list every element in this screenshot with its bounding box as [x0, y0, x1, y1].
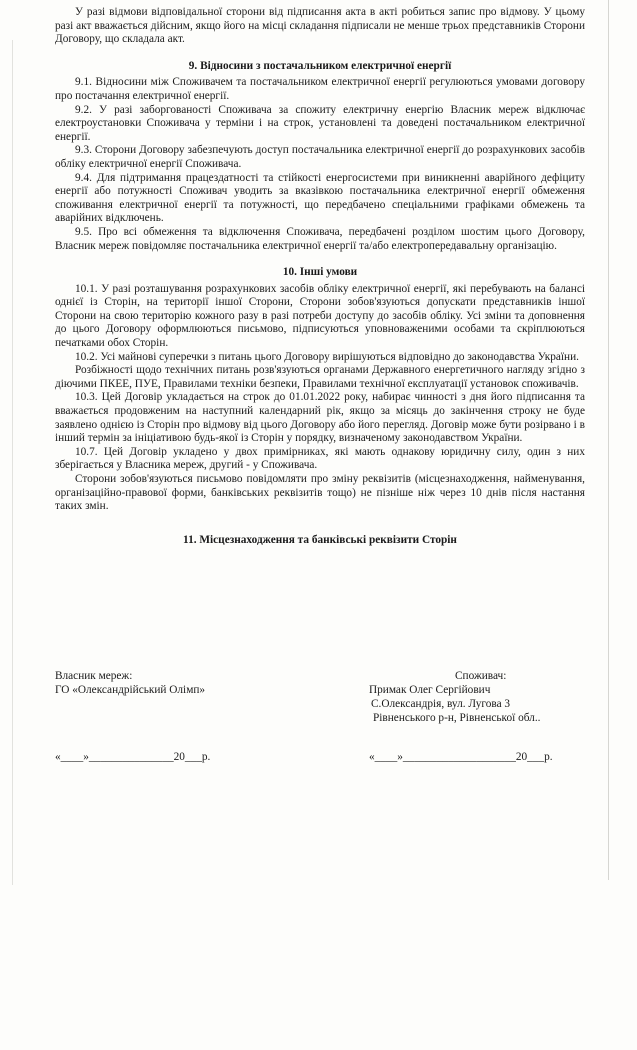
owner-block	[55, 669, 205, 697]
clause-10-1: 10.1. У разі розташування розрахункових засобів обліку електричної енергії, які перебувають на балансі однієї із Сторін, на території іншої Сторони, Сторони зобов'язуються допускати представників іншої Сторони на свою територію кожного разу в разі потреби доступу до засобів обліку. Усі зміни та доповнення до цього Договору оформлюються письмово, підписуються уповноваженими особами та скріплюються печатками обох Сторін.	[55, 282, 585, 350]
clause-9-4: 9.4. Для підтримання працездатності та стійкості енергосистеми при виникненні аварійного дефіциту енергії або потужності Споживач уводить за вказівкою постачальника електричної енергії обмеження споживання електричної енергії та потужності, що передбачено спеціальними графіками обмежень та аварійних відключень.	[55, 171, 585, 225]
intro-paragraph: У разі відмови відповідальної сторони від підписання акта в акті робиться запис про відмову. У цьому разі акт вважається дійсним, якщо його на місці складання підписали не менше трьох представників Сторони Договору, що складала акт.	[55, 6, 585, 46]
owner-date-line: «____»_______________20___р.	[55, 751, 211, 763]
section-10-title: 10. Інші умови	[282, 266, 358, 279]
clause-9-5: 9.5. Про всі обмеження та відключення Споживача, передбачені розділом шостим цього Договору, Власник мереж повідомляє постачальника електричної енергії та/або електропередавальну організацію.	[55, 225, 585, 252]
section-11-title: 11. Місцезнаходження та банківські реквізити Сторін	[183, 533, 457, 546]
clause-9-1: 9.1. Відносини між Споживачем та постачальником електричної енергії регулюються умовами договору про постачання електричної енергії.	[55, 76, 585, 102]
clause-10-2-technical: Розбіжності щодо технічних питань розв'язуються органами Державного енергетичного нагляду згідно з діючими ПКЕЕ, ПУЕ, Правилами техніки безпеки, Правилами технічної експлуатації установок споживачів.	[55, 364, 585, 390]
scan-edge-left	[12, 40, 13, 885]
scan-edge-right	[608, 0, 609, 880]
document-body	[55, 6, 585, 547]
clause-10-2: 10.2. Усі майнові суперечки з питань цього Договору вирішуються відповідно до законодавства України.	[75, 350, 579, 363]
section-9-title: 9. Відносини з постачальником електричної енергії	[188, 59, 452, 72]
clause-requisites-change: Сторони зобов'язуються письмово повідомляти про зміну реквізитів (місцезнаходження, найменування, організаційно-правової форми, банківських реквізитів тощо) не пізніше ніж через 10 днів після настання таких змін.	[55, 473, 585, 513]
clause-9-3: 9.3. Сторони Договору забезпечують доступ постачальника електричної енергії до розрахункових засобів обліку електричної енергії Споживача.	[55, 144, 585, 170]
owner-name: ГО «Олександрійський Олімп»	[55, 684, 206, 696]
clause-9-2: 9.2. У разі заборгованості Споживача за спожиту електричну енергію Власник мереж відключає електроустановки Споживача у терміни і на строк, установлені та доведені постачальником електричної енергії.	[55, 103, 585, 143]
clause-10-3: 10.3. Цей Договір укладається на строк до 01.01.2022 року, набирає чинності з дня його підписання та вважається продовженим на наступний календарний рік, якщо за місяць до закінчення строку не буде заявлено однією із Сторін про відмову від цього Договору або його перегляд. Договір може бути розірвано і в інший термін за ініціативою будь-якої із Сторін у порядку, визначеному законодавством України.	[55, 391, 585, 445]
consumer-date-line: «____»____________________20___р.	[369, 751, 553, 763]
owner-label: Власник мереж:	[55, 670, 133, 682]
consumer-name: Примак Олег Сергійович	[369, 684, 491, 696]
consumer-block	[369, 669, 599, 725]
consumer-label: Споживач:	[455, 670, 507, 682]
clause-10-7: 10.7. Цей Договір укладено у двох примірниках, які мають однакову юридичну силу, один з них зберігається у Власника мереж, другий - у Споживача.	[55, 445, 585, 472]
consumer-address-2: Рівненського р-н, Рівненської обл..	[373, 712, 541, 724]
consumer-address-1: С.Олександрія, вул. Лугова 3	[371, 698, 511, 710]
